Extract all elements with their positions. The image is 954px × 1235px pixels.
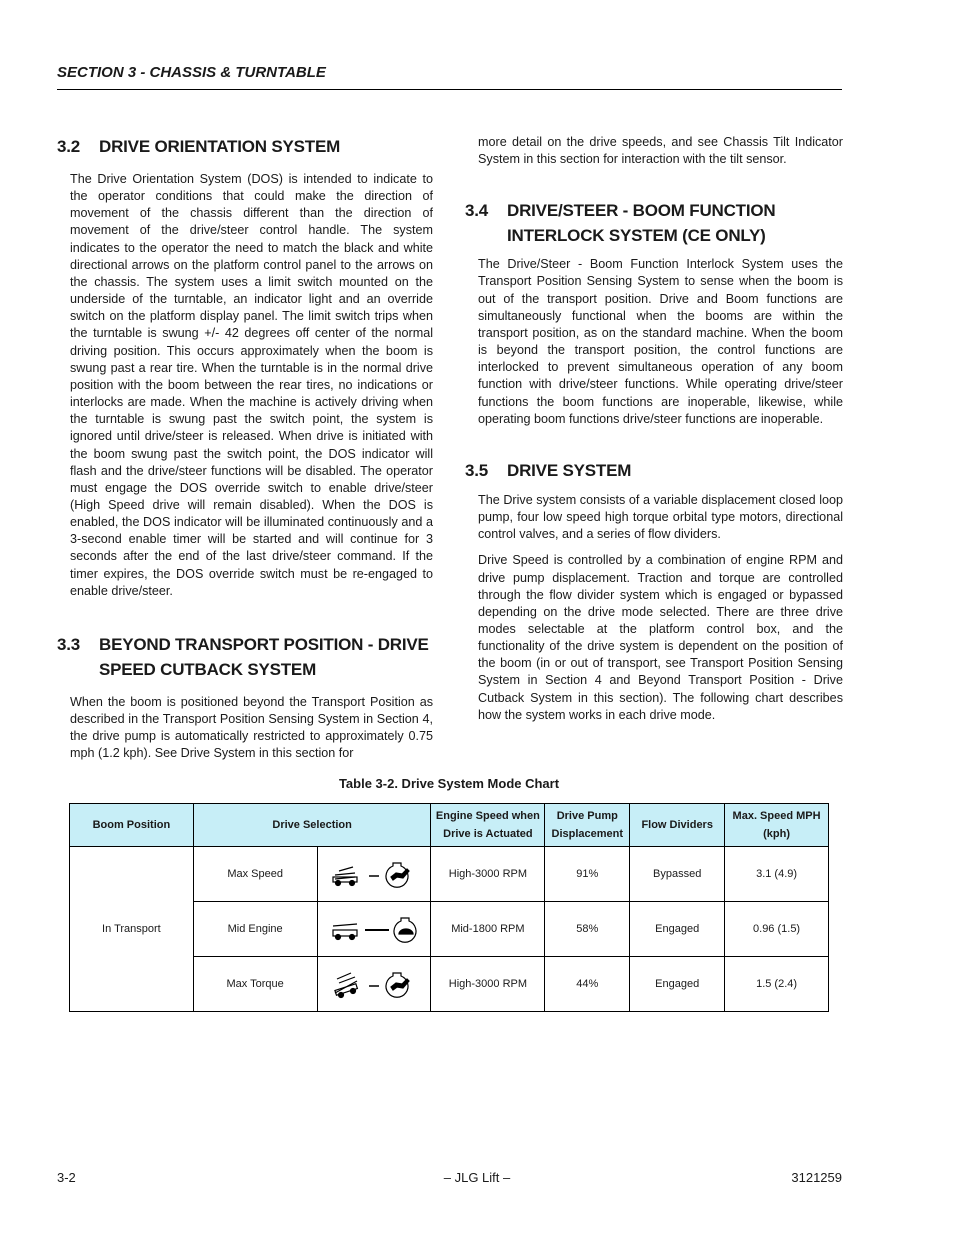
max-speed-cell: 1.5 (2.4) — [725, 957, 829, 1012]
header-flow-dividers: Flow Dividers — [630, 804, 725, 847]
drive-mode-label: Max Torque — [193, 957, 317, 1012]
flow-dividers-cell: Bypassed — [630, 847, 725, 902]
max-speed-cell: 0.96 (1.5) — [725, 902, 829, 957]
section-3-5-paragraph-2: Drive Speed is controlled by a combination of engine RPM and drive pump displacement. Traction and torque are controlled through the flow divider system which is engaged or bypassed depending on the drive mode selected. There are three drive modes selectable at the platform control box, and the functionality of the drive system is dependent on the position of the boom (in or out of transport, see Transport Position Sensing System in Section 4 and Beyond Transport Position - Drive Cutback System in this section). The following chart describes how the system works in each drive mode. — [478, 553, 843, 722]
table-caption: Table 3-2. Drive System Mode Chart — [338, 776, 560, 791]
section-header: SECTION 3 - CHASSIS & TURNTABLE — [57, 64, 326, 81]
header-boom-position: Boom Position — [70, 804, 194, 847]
section-3-3-continuation: more detail on the drive speeds, and see Chassis Tilt Indicator System in this section for interaction with the tilt sensor. — [478, 135, 843, 167]
section-number: 3.5 — [465, 460, 489, 480]
right-column — [465, 134, 843, 724]
header-divider — [57, 89, 842, 90]
section-title: DRIVE/STEER - BOOM FUNCTION INTERLOCK SYSTEM (CE ONLY) — [507, 201, 776, 246]
section-3-4-paragraph: The Drive/Steer - Boom Function Interlock System uses the Transport Position Sensing System to sense when the boom is out of the transport position. Drive and Boom functions are simultaneously functional when the booms are within the transport position, as on the standard machine. When the boom is beyond the transport position, the control functions are interlocked to prevent simultaneous operation of any boom function with drive/steer functions. While operating drive/steer functions the boom functions are inoperable, likewise, while operating boom functions drive/steer functions are inoperable. — [478, 257, 843, 426]
drive-mode-label: Max Speed — [193, 847, 317, 902]
table-row — [70, 847, 829, 902]
engine-speed-cell: Mid-1800 RPM — [431, 902, 545, 957]
footer-doc-number: 3121259 — [791, 1170, 842, 1185]
engine-speed-cell: High-3000 RPM — [431, 847, 545, 902]
drive-mode-label: Mid Engine — [193, 902, 317, 957]
header-max-speed: Max. Speed MPH (kph) — [725, 804, 829, 847]
section-number: 3.2 — [57, 137, 81, 156]
section-3-3-heading — [57, 632, 433, 682]
mid-engine-mode-icon — [317, 902, 431, 957]
header-pump-displacement: Drive Pump Displacement — [545, 804, 630, 847]
section-3-2-paragraph: The Drive Orientation System (DOS) is intended to indicate to the operator conditions that could make the direction of movement of the chassis different than the direction of movement of the drive/steer control handle. The system indicates to the operator the need to match the black and white directional arrows on the platform control panel to the arrows on the chassis. The system uses a limit switch mounted on the underside of the turntable, an indicator light and an override switch on the platform display panel. The limit switch trips when the turntable is swung +/- 42 degrees off center of the normal driving position. This occurs approximately when the boom is swung past a rear tire. When the turntable is in the normal drive position with the boom between the rear tires, no indications or interlocks are made. When the machine is actively driving when the turntable is swung past the switch point, the system is ignored until drive/steer is released. When drive is initiated with the boom swung past the switch point, the DOS indicator will flash and the drive/steer functions will be disabled. The operator must engage the DOS override switch to enable drive/steer (High Speed drive will remain disabled). When the DOS is enabled, the DOS indicator will be illuminated continuously and a 3-second enable timer will be started and will continue for 3 seconds after the end of the last drive/steer command. If the timer expires, the DOS override switch must be re-engaged to enable drive/steer. — [70, 172, 433, 598]
max-speed-mode-icon — [317, 847, 431, 902]
section-number: 3.4 — [465, 201, 489, 221]
left-column — [57, 134, 433, 763]
drive-system-mode-table — [69, 803, 829, 1012]
engine-speed-cell: High-3000 RPM — [431, 957, 545, 1012]
section-3-2-heading — [57, 134, 433, 159]
section-number: 3.3 — [57, 634, 81, 654]
footer-center: – JLG Lift – — [443, 1170, 511, 1185]
footer-page-number: 3-2 — [57, 1170, 76, 1185]
header-drive-selection: Drive Selection — [193, 804, 431, 847]
flow-dividers-cell: Engaged — [630, 957, 725, 1012]
max-speed-cell: 3.1 (4.9) — [725, 847, 829, 902]
section-3-5-paragraph-1: The Drive system consists of a variable displacement closed loop pump, four low speed high torque orbital type motors, directional control valves, and a series of flow dividers. — [478, 492, 843, 542]
section-title: BEYOND TRANSPORT POSITION - DRIVE SPEED CUTBACK SYSTEM — [99, 634, 429, 679]
section-3-5-heading — [465, 458, 843, 483]
section-3-4-heading — [465, 198, 843, 248]
flow-dividers-cell: Engaged — [630, 902, 725, 957]
max-torque-mode-icon — [317, 957, 431, 1012]
section-title: DRIVE ORIENTATION SYSTEM — [99, 137, 341, 156]
section-3-3-paragraph: When the boom is positioned beyond the Transport Position as described in the Transport Position Sensing System in Section 4, the drive pump is automatically restricted to approximately 0.75 mph (1.2 kph). See Drive System in this section for — [70, 694, 433, 761]
header-engine-speed: Engine Speed when Drive is Actuated — [431, 804, 545, 847]
boom-position-cell: In Transport — [70, 847, 194, 1012]
pump-displacement-cell: 44% — [545, 957, 630, 1012]
pump-displacement-cell: 58% — [545, 902, 630, 957]
table-header-row — [70, 804, 829, 847]
section-title: DRIVE SYSTEM — [507, 460, 632, 480]
pump-displacement-cell: 91% — [545, 847, 630, 902]
